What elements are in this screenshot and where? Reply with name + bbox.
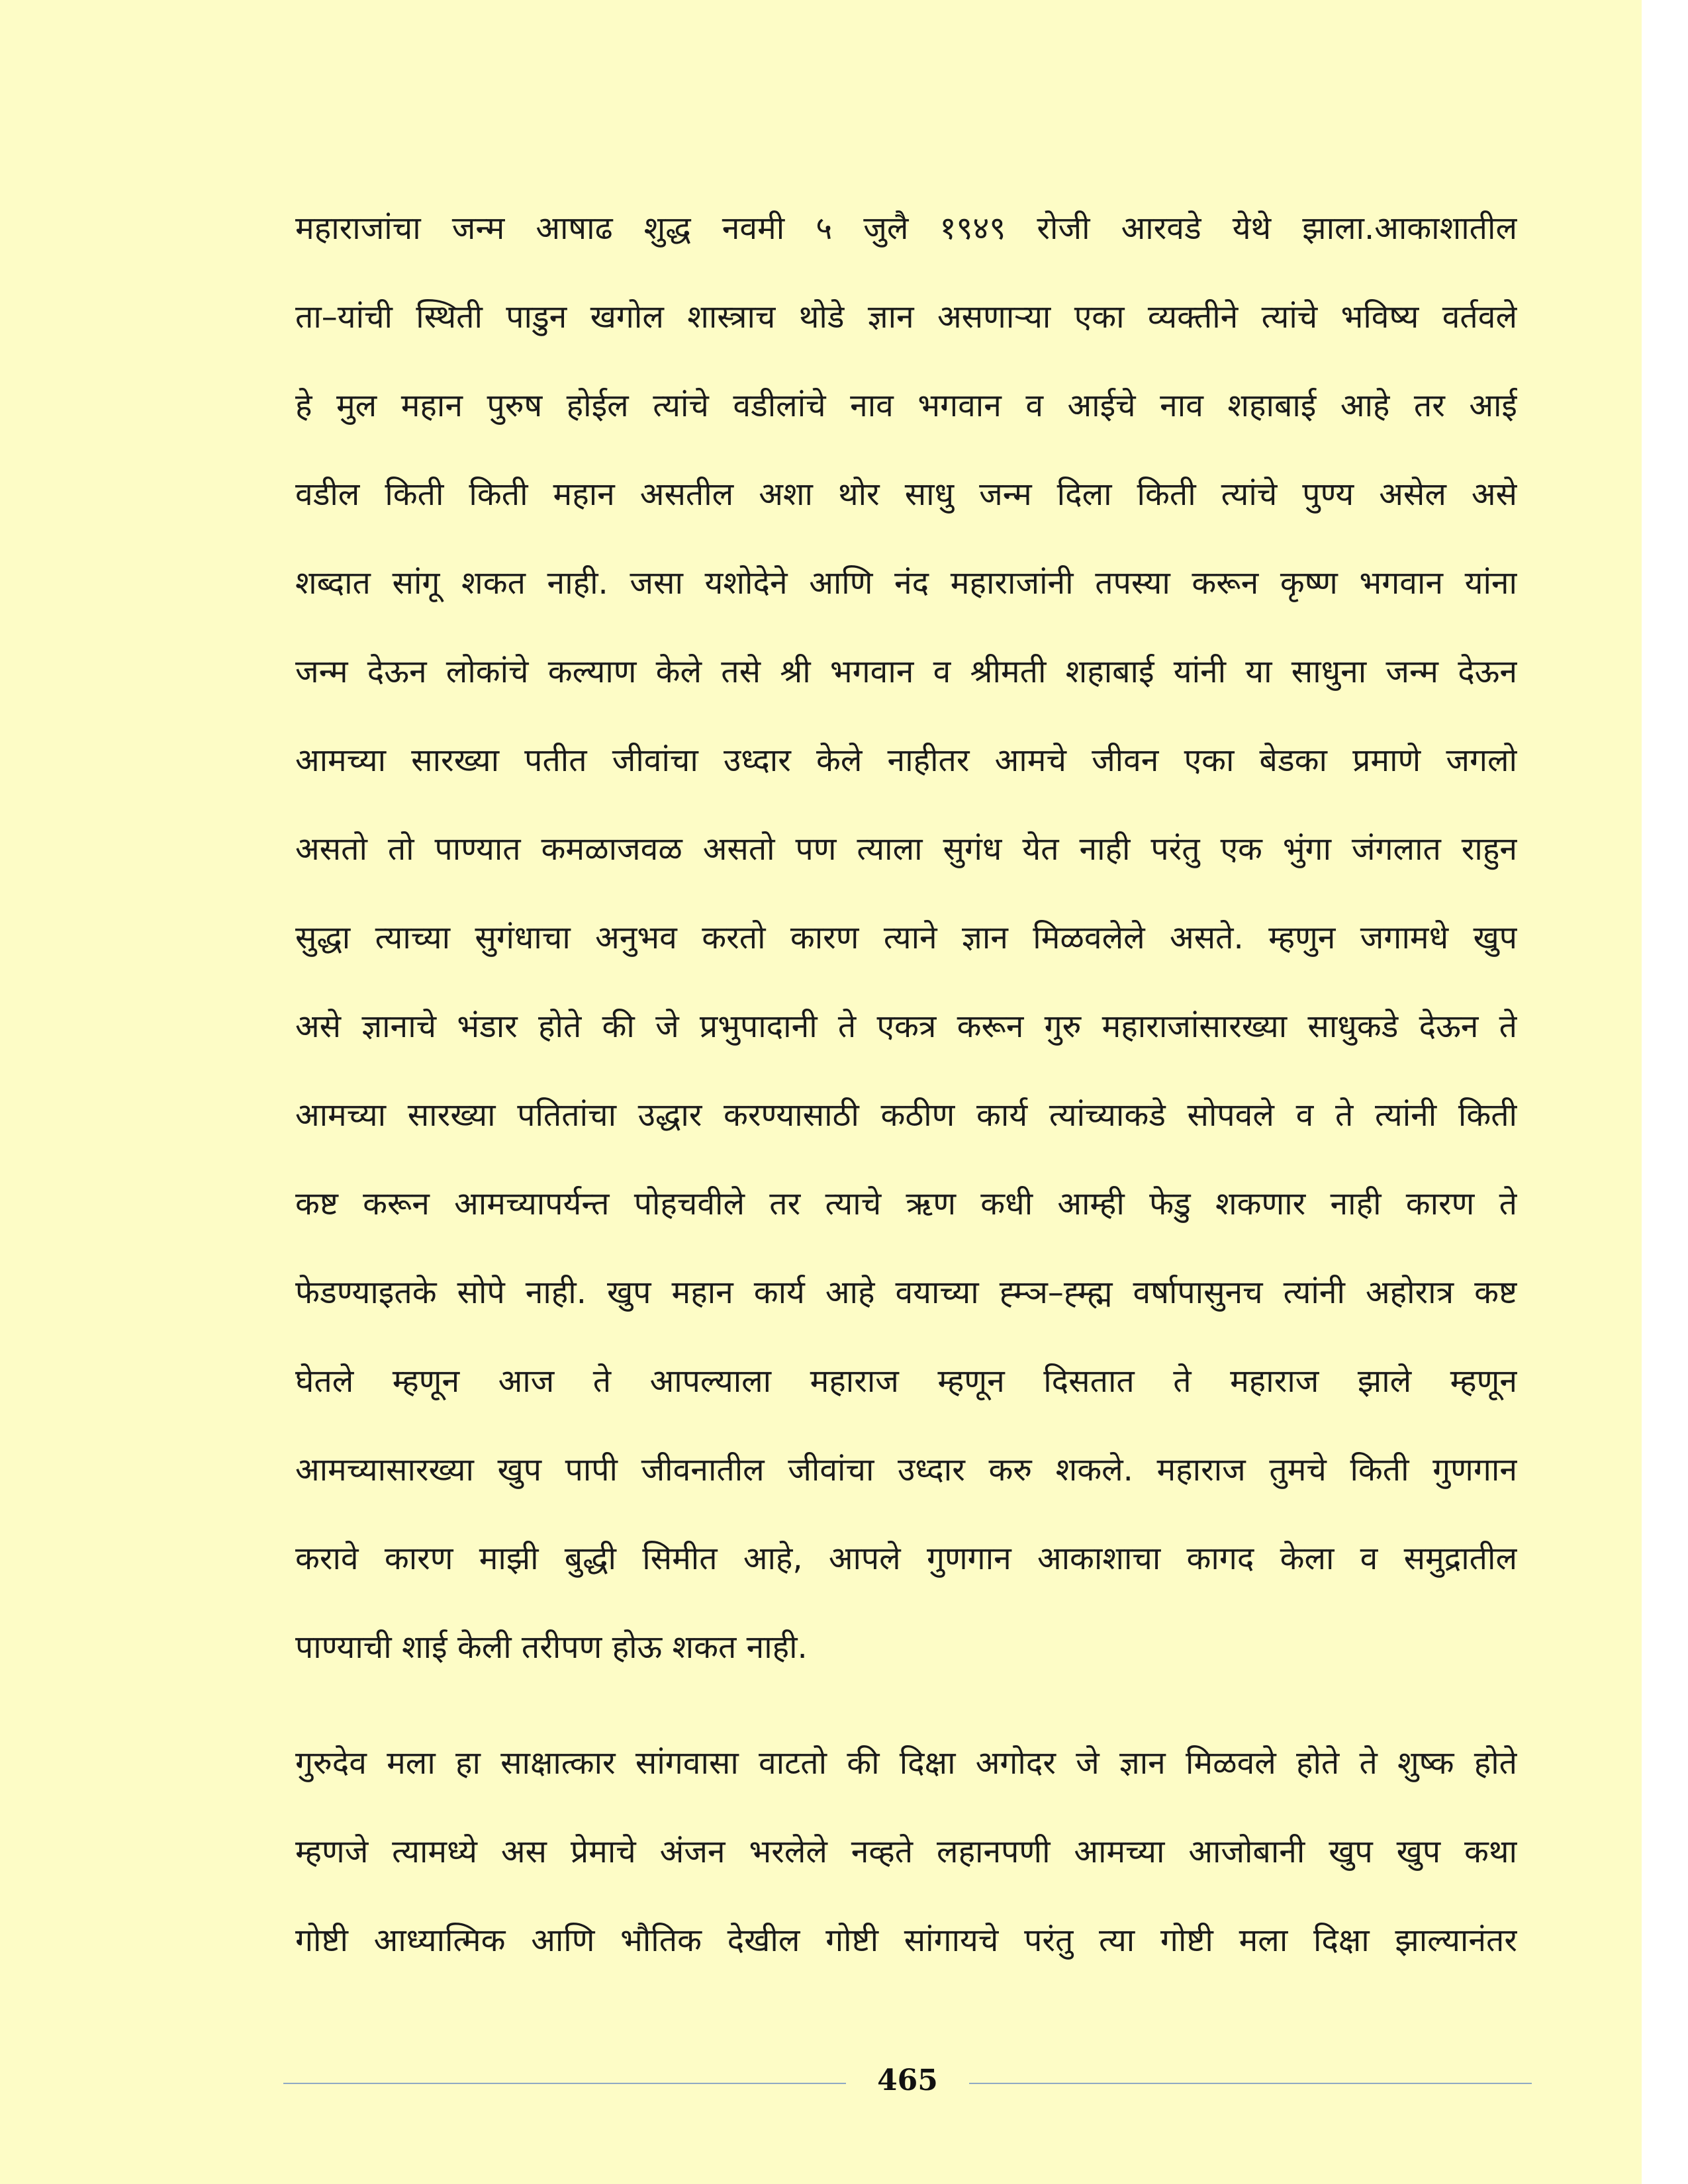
paragraph-2 — [295, 1719, 1517, 1985]
paragraph-line: आमच्यासारख्या खुप पापी जीवनातील जीवांचा उध्दार करु शकले. महाराज तुमचे किती गुणगान — [295, 1451, 1517, 1488]
paragraph-line: हे मुल महान पुरुष होईल त्यांचे वडीलांचे नाव भगवान व आईचे नाव शहाबाई आहे तर आई — [295, 387, 1517, 424]
paragraph-line: करावे कारण माझी बुद्धी सिमीत आहे, आपले गुणगान आकाशाचा कागद केला व समुद्रातील — [295, 1540, 1517, 1577]
paragraph-line: शब्दात सांगू शकत नाही. जसा यशोदेने आणि नंद महाराजांनी तपस्या करून कृष्ण भगवान यांना — [295, 565, 1517, 602]
paragraph-line: असे ज्ञानाचे भंडार होते की जे प्रभुपादानी ते एकत्र करून गुरु महाराजांसारख्या साधुकडे देऊन ते — [295, 1008, 1517, 1045]
page-number: 465 — [877, 2064, 938, 2097]
paragraph-line: आमच्या सारख्या पतीत जीवांचा उध्दार केले नाहीतर आमचे जीवन एका बेडका प्रमाणे जगलो — [295, 742, 1517, 779]
paragraph-1 — [295, 184, 1517, 1692]
paragraph-line: महाराजांचा जन्म आषाढ शुद्ध नवमी ५ जुलै १९४९ रोजी आरवडे येथे झाला.आकाशातील — [295, 210, 1517, 247]
paragraph-line: म्हणजे त्यामध्ये अस प्रेमाचे अंजन भरलेले नव्हते लहानपणी आमच्या आजोबानी खुप खुप कथा — [295, 1833, 1517, 1870]
paragraph-line: वडील किती किती महान असतील अशा थोर साधु जन्म दिला किती त्यांचे पुण्य असेल असे — [295, 476, 1517, 513]
paragraph-line: ता–यांची स्थिती पाडुन खगोल शास्त्राच थोडे ज्ञान असणाऱ्या एका व्यक्तीने त्यांचे भविष्य वर्तवले — [295, 298, 1517, 336]
paragraph-line: गोष्टी आध्यात्मिक आणि भौतिक देखील गोष्टी सांगायचे परंतु त्या गोष्टी मला दिक्षा झाल्यानंतर — [295, 1922, 1517, 1959]
footer-divider-right — [969, 2083, 1532, 2084]
paragraph-line: सुद्धा त्याच्या सुगंधाचा अनुभव करतो कारण त्याने ज्ञान मिळवलेले असते. म्हणुन जगामधे खुप — [295, 919, 1517, 956]
paragraph-line: असतो तो पाण्यात कमळाजवळ असतो पण त्याला सुगंध येत नाही परंतु एक भुंगा जंगलात राहुन — [295, 831, 1517, 868]
paragraph-line: आमच्या सारख्या पतितांचा उद्धार करण्यासाठी कठीण कार्य त्यांच्याकडे सोपवले व ते त्यांनी किती — [295, 1097, 1517, 1134]
paragraph-line: कष्ट करून आमच्यापर्यन्त पोहचवीले तर त्याचे ऋण कधी आम्ही फेडु शकणार नाही कारण ते — [295, 1185, 1517, 1222]
footer-divider-left — [283, 2083, 846, 2084]
paragraph-line: गुरुदेव मला हा साक्षात्कार सांगवासा वाटतो की दिक्षा अगोदर जे ज्ञान मिळवले होते ते शुष्क होते — [295, 1745, 1517, 1782]
paragraph-line: घेतले म्हणून आज ते आपल्याला महाराज म्हणून दिसतात ते महाराज झाले म्हणून — [295, 1363, 1517, 1400]
paragraph-line: फेडण्याइतके सोपे नाही. खुप महान कार्य आहे वयाच्या ह्म्ञ–ह्म्ह्म वर्षापासुनच त्यांनी अहोरात्र कष्ट — [295, 1274, 1517, 1311]
paragraph-line: पाण्याची शाई केली तरीपण होऊ शकत नाही. — [295, 1629, 808, 1666]
paragraph-line: जन्म देऊन लोकांचे कल्याण केले तसे श्री भगवान व श्रीमती शहाबाई यांनी या साधुना जन्म देऊन — [295, 653, 1517, 690]
